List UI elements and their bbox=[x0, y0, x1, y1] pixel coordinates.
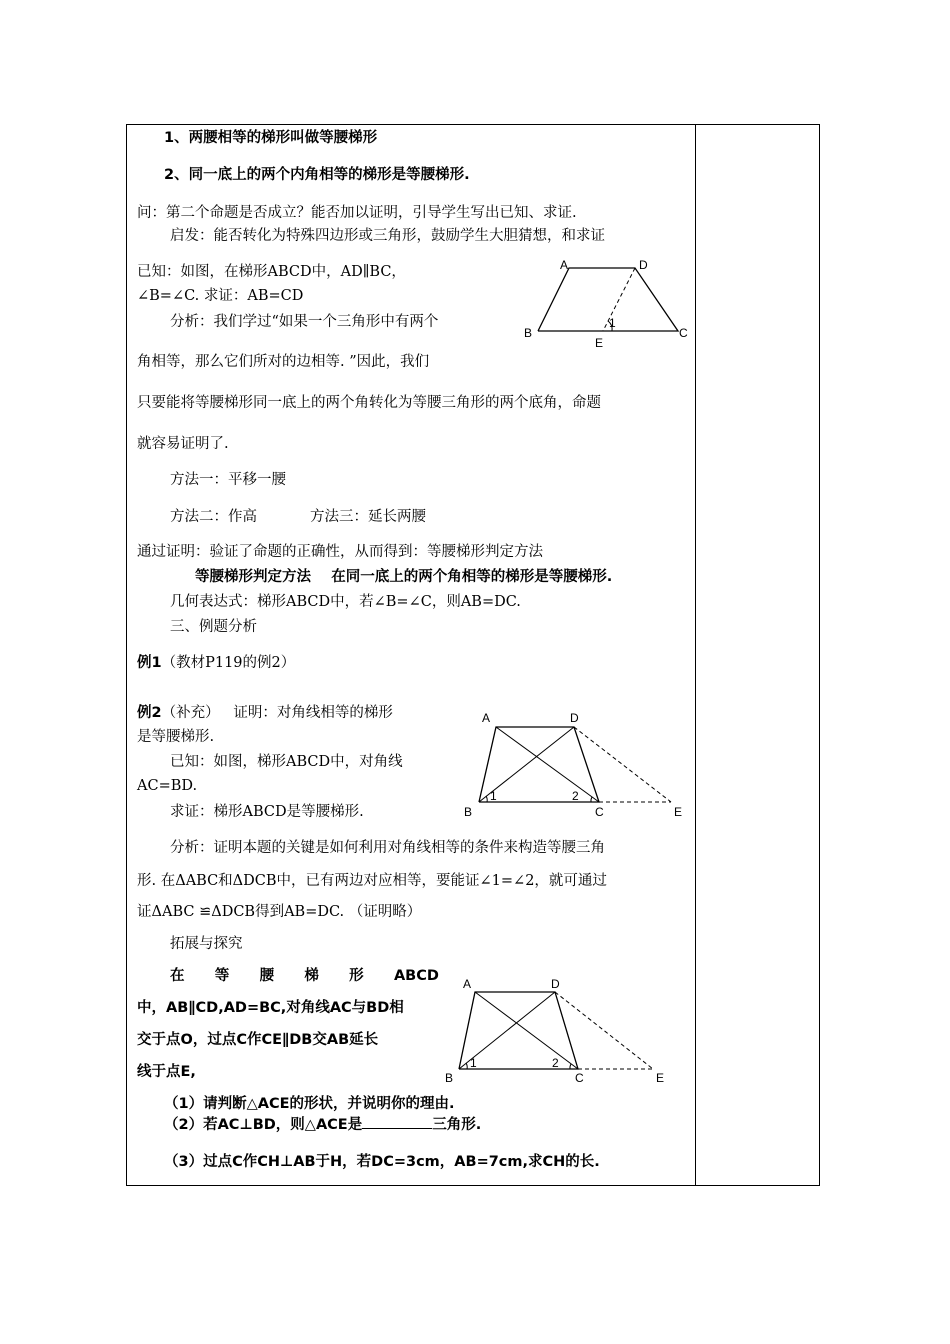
hint-line: 启发：能否转化为特殊四边形或三角形，鼓励学生大胆猜想，和求证 bbox=[170, 228, 605, 244]
definition-line: 1、两腰相等的梯形叫做等腰梯形 bbox=[164, 130, 378, 146]
label-A: A bbox=[560, 258, 569, 272]
question-3: （3）过点C作CH⊥AB于H，若DC=3cm，AB=7cm,求CH的长. bbox=[164, 1154, 600, 1170]
label-angle-1: 1 bbox=[490, 789, 497, 803]
question-1: （1）请判断△ACE的形状，并说明你的理由. bbox=[164, 1096, 455, 1112]
example-2-label: 例2 bbox=[137, 705, 162, 721]
example-2-analysis-3: 证ΔABC ≌ΔDCB得到AB=DC. （证明略） bbox=[137, 904, 422, 920]
analysis-line-2: 角相等，那么它们所对的边相等. ”因此，我们 bbox=[137, 354, 430, 370]
label-E: E bbox=[656, 1071, 665, 1085]
example-1-label: 例1 bbox=[137, 655, 162, 671]
question-line: 问：第二个命题是否成立？能否加以证明，引导学生写出已知、求证. bbox=[137, 205, 577, 221]
theorem-line: 2、同一底上的两个内角相等的梯形是等腰梯形. bbox=[164, 167, 470, 183]
label-A: A bbox=[463, 977, 472, 991]
method-two: 方法二：作高 bbox=[170, 509, 257, 525]
example-2-prove: 求证：梯形ABCD是等腰梯形. bbox=[170, 804, 364, 820]
analysis-line-3: 只要能将等腰梯形同一底上的两个角转化为等腰三角形的两个底角，命题 bbox=[137, 395, 601, 411]
label-C: C bbox=[575, 1071, 584, 1085]
extension-heading: 拓展与探究 bbox=[170, 936, 243, 952]
label-angle-2: 2 bbox=[552, 1056, 559, 1070]
label-B: B bbox=[464, 805, 473, 819]
figure-trapezoid-diagonals bbox=[460, 708, 690, 823]
label-D: D bbox=[570, 711, 579, 725]
label-D: D bbox=[639, 258, 648, 272]
method-three: 方法三：延长两腰 bbox=[310, 509, 426, 525]
example-2-text: （补充） 证明：对角线相等的梯形 bbox=[161, 705, 393, 721]
label-E: E bbox=[674, 805, 683, 819]
label-angle-1: 1 bbox=[609, 316, 616, 330]
geometry-expression: 几何表达式：梯形ABCD中，若∠B=∠C，则AB=DC. bbox=[170, 594, 521, 610]
prove-line: ∠B=∠C. 求证：AB=CD bbox=[137, 288, 304, 304]
label-angle-2: 2 bbox=[572, 789, 579, 803]
figure-trapezoid-translate bbox=[520, 255, 700, 350]
question-2: （2）若AC⊥BD，则△ACE是 bbox=[164, 1117, 363, 1133]
example-2-analysis-1: 分析：证明本题的关键是如何利用对角线相等的条件来构造等腰三角 bbox=[170, 840, 605, 856]
label-angle-1: 1 bbox=[470, 1056, 477, 1070]
figure-trapezoid-extension bbox=[445, 972, 675, 1087]
method-one: 方法一：平移一腰 bbox=[170, 472, 286, 488]
label-B: B bbox=[445, 1071, 454, 1085]
analysis-line-4: 就容易证明了. bbox=[137, 436, 229, 452]
given-line: 已知：如图，在梯形ABCD中，AD∥BC， bbox=[137, 264, 406, 280]
label-C: C bbox=[679, 326, 688, 340]
example-2-line-2: 是等腰梯形. bbox=[137, 729, 215, 745]
conclusion-line: 通过证明：验证了命题的正确性，从而得到：等腰梯形判定方法 bbox=[137, 544, 543, 560]
label-D: D bbox=[551, 977, 560, 991]
extension-line-3: 交于点O，过点C作CE∥DB交AB延长 bbox=[137, 1032, 379, 1048]
example-1-text: （教材P119的例2） bbox=[161, 655, 296, 671]
extension-line-2: 中，AB∥CD,AD=BC,对角线AC与BD相 bbox=[137, 1000, 404, 1016]
example-2-given: 已知：如图，梯形ABCD中，对角线 bbox=[170, 754, 403, 770]
answer-blank bbox=[362, 1114, 432, 1129]
extension-line-4: 线于点E, bbox=[137, 1064, 196, 1080]
example-2-analysis-2: 形. 在ΔABC和ΔDCB中，已有两边对应相等，要能证∠1=∠2，就可通过 bbox=[137, 873, 607, 889]
label-B: B bbox=[524, 326, 533, 340]
label-E: E bbox=[595, 336, 604, 350]
section-heading: 三、例题分析 bbox=[170, 619, 257, 635]
label-A: A bbox=[482, 711, 491, 725]
extension-line-1: 在 等 腰 梯 形 ABCD bbox=[170, 968, 439, 984]
label-C: C bbox=[595, 805, 604, 819]
question-2-end: 三角形. bbox=[432, 1117, 482, 1133]
criterion-line: 等腰梯形判定方法 在同一底上的两个角相等的梯形是等腰梯形. bbox=[195, 569, 613, 585]
example-2-given-2: AC=BD. bbox=[137, 778, 198, 794]
analysis-line-1: 分析：我们学过“如果一个三角形中有两个 bbox=[170, 314, 439, 330]
